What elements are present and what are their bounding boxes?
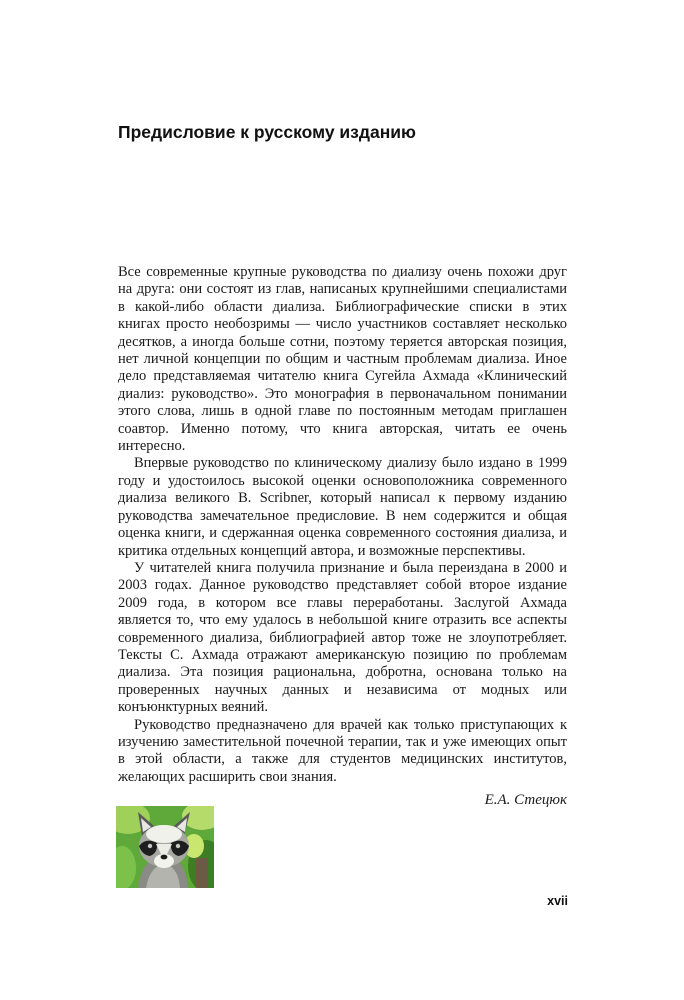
page-title: Предисловие к русскому изданию [118, 122, 416, 142]
page-number: xvii [547, 894, 568, 908]
paragraph: Руководство предназначено для врачей как только приступающих к изучению заместительной почечной терапии, так и уже имеющих опыт в этой области, а также для студентов медицинских институтов, желающих расширить свои знания. [118, 716, 567, 785]
preface-body [118, 264, 567, 786]
raccoon-photo [116, 806, 214, 888]
author-signature: Е.А. Стецюк [484, 792, 567, 808]
paragraph: У читателей книга получила признание и была переиздана в 2000 и 2003 годах. Данное руководство представляет собой второе издание 2009 года, в котором все главы переработаны. Заслугой Ахмада является то, что ему удалось в небольшой книге отразить все аспекты современного диализа, библиографией автор тоже не злоупотребляет. Тексты С. Ахмада отражают американскую позицию по проблемам диализа. Эта позиция рациональна, добротна, основана только на проверенных научных данных и независима от модных или конъюнктурных веяний. [118, 559, 567, 716]
paragraph: Впервые руководство по клиническому диализу было издано в 1999 году и удостоилось высокой оценки основоположника современного диализа великого B. Scribner, который написал к первому изданию руководства замечательное предисловие. В нем содержится и общая оценка книги, и сдержанная оценка современного состояния диализа, и критика отдельных концепций автора, и возможные перспективы. [118, 455, 567, 559]
paragraph: Все современные крупные руководства по диализу очень похожи друг на друга: они состоят из глав, написаных крупнейшими специалистами в какой-либо области диализа. Библиографические списки в этих книгах просто необозримы — число участников составляет несколько десятков, а иногда больше сотни, поэтому теряется авторская позиция, нет личной концепции по общим и частным проблемам диализа. Иное дело представляемая читателю книга Сугейла Ахмада «Клинический диализ: руководство». Это монография в первоначальном понимании этого слова, лишь в одной главе по постоянным методам приглашен соавтор. Именно потому, что книга авторская, читать ее очень интересно. [118, 264, 567, 455]
